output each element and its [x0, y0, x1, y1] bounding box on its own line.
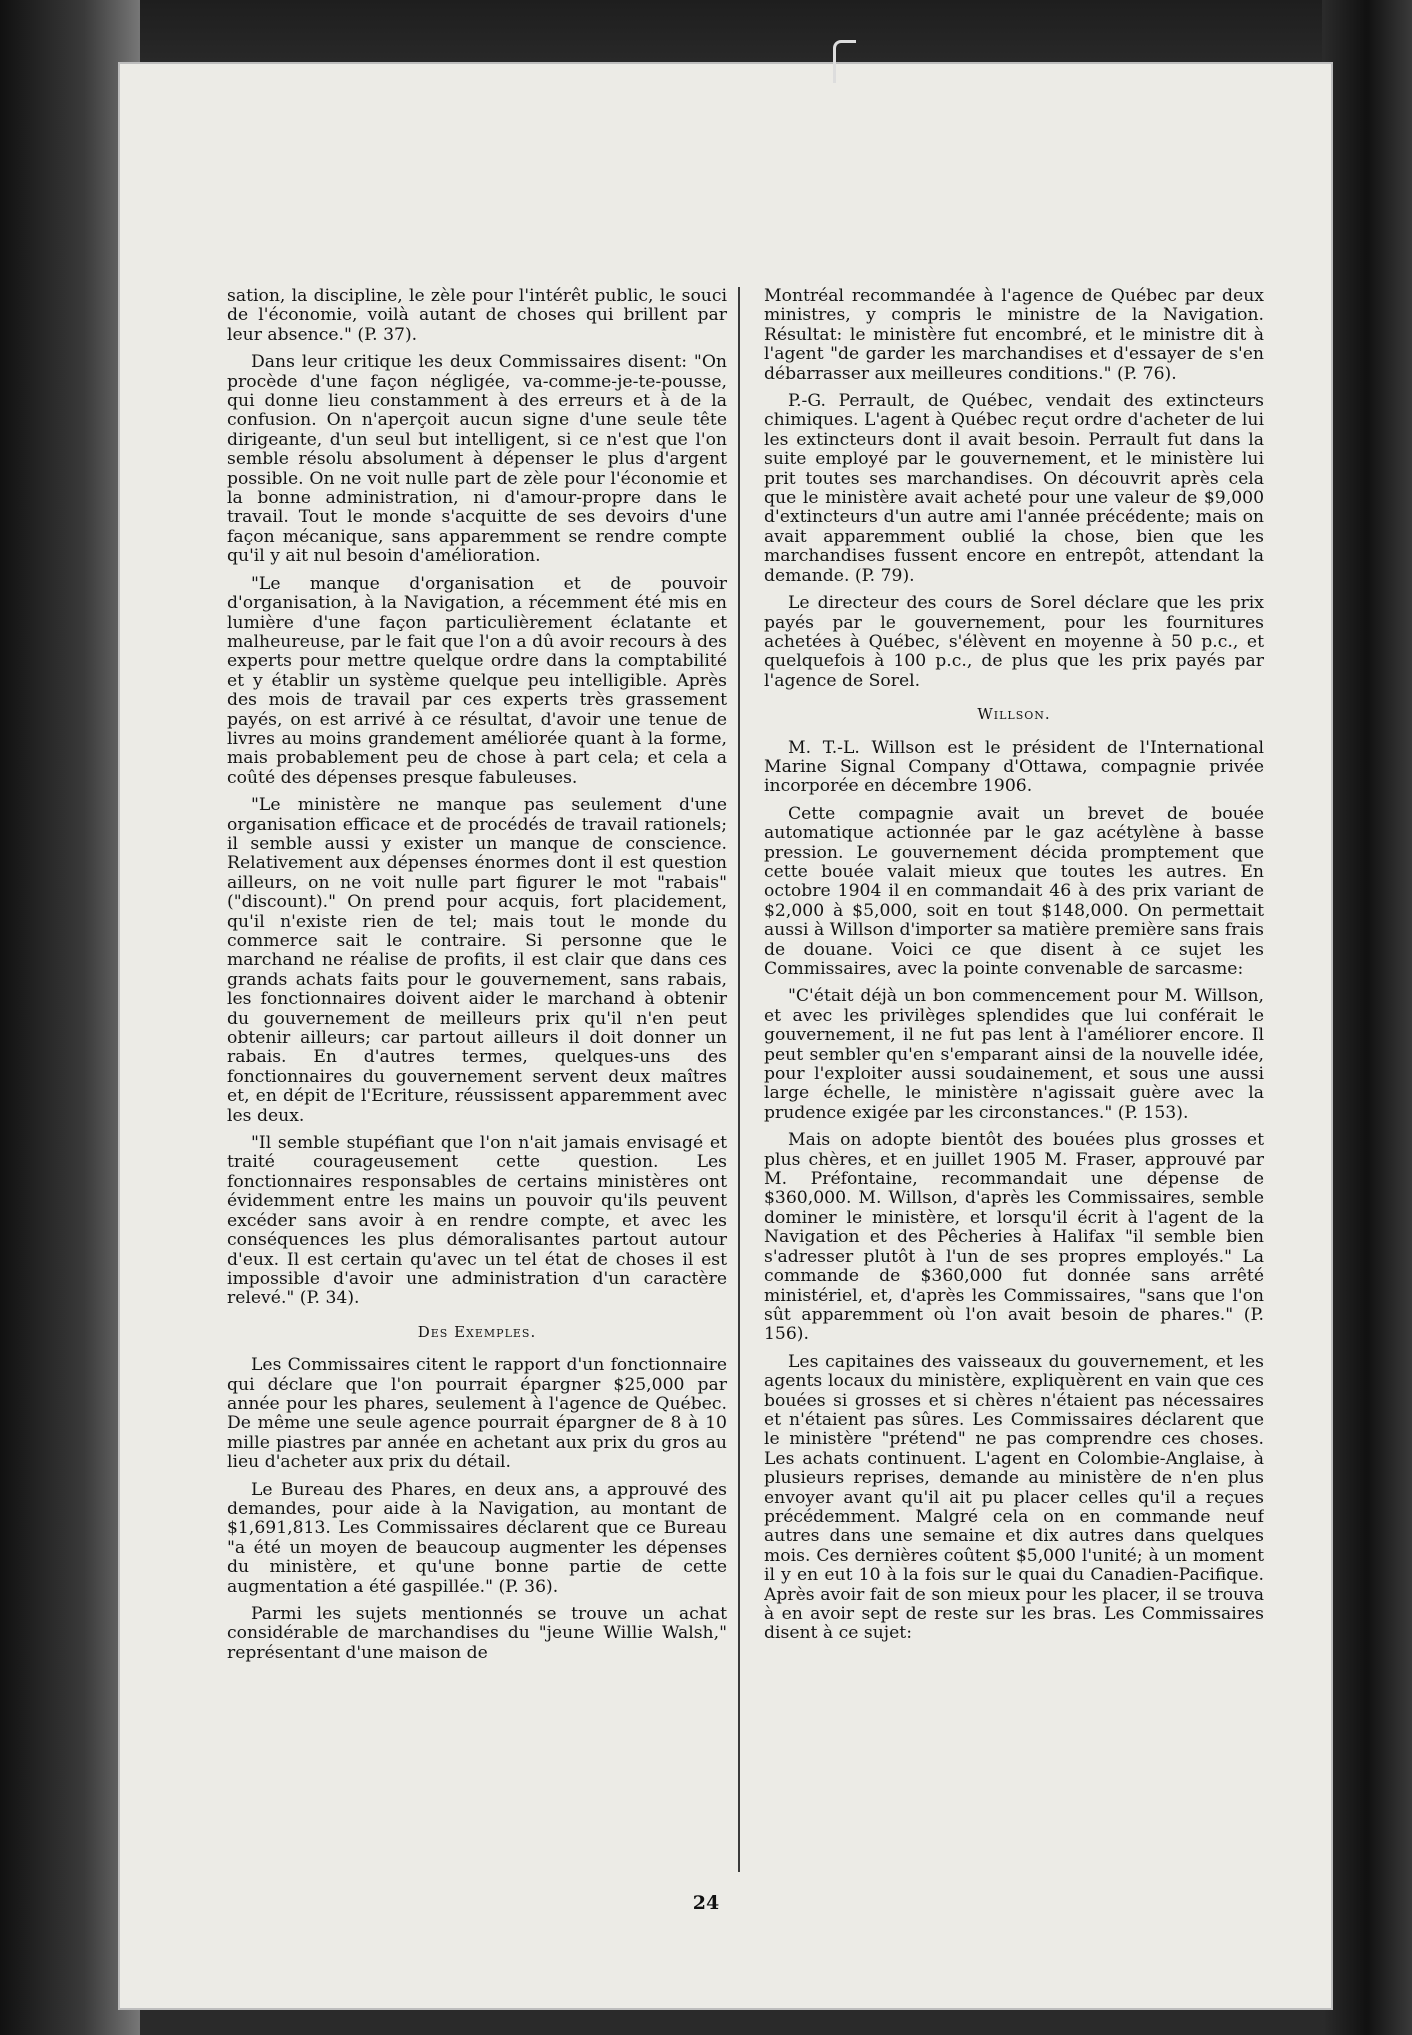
paragraph: Parmi les sujets mentionnés se trouve un achat considérable de marchandises du "jeune Willie Walsh," représentant d'une maison de — [227, 1604, 727, 1663]
paragraph: Le Bureau des Phares, en deux ans, a approuvé des demandes, pour aide à la Navigation, au montant de $1,691,813. Les Commissaires déclarent que ce Bureau "a été un moyen de beaucoup augmenter les dépenses du ministère, et qu'une bonne partie de cette augmentation a été gaspillée." (P. 36). — [227, 1479, 727, 1597]
paragraph: Les Commissaires citent le rapport d'un fonctionnaire qui déclare que l'on pourrait épargner $25,000 par année pour les phares, seulement à l'agence de Québec. De même une seule agence pourrait épargner de 8 à 10 mille piastres par année en achetant aux prix du gros au lieu d'acheter aux prix du détail. — [227, 1355, 727, 1473]
paragraph: "Le ministère ne manque pas seulement d'une organisation efficace et de procédés de travail rationels; il semble aussi y exister un manque de conscience. Relativement aux dépenses énormes dont il est question ailleurs, on ne voit nulle part figurer le mot "rabais" ("discount)." On prend pour acquis, fort placidement, qu'il n'existe rien de tel; mais tout le monde du commerce sait le contraire. Si personne que le marchand ne réalise de profits, il est clair que dans ces grands achats faits pour le gouvernement, sans rabais, les fonctionnaires doivent aider le marchand à obtenir du gouvernement de meilleurs prix qu'il n'en peut obtenir ailleurs; car partout ailleurs il doit donner un rabais. En d'autres termes, quelques-uns des fonctionnaires du gouvernement servent deux maîtres et, en dépit de l'Ecriture, réussissent apparemment avec les deux. — [227, 795, 727, 1126]
paragraph: "C'était déjà un bon commencement pour M. Willson, et avec les privilèges splendides que lui conférait le gouvernement, il ne fut pas lent à l'améliorer encore. Il peut sembler qu'en s'emparant ainsi de la nouvelle idée, pour l'exploiter aussi soudainement, et sous une aussi large échelle, le ministère n'agissait guère avec la prudence exigée par les circonstances." (P. 153). — [764, 986, 1264, 1123]
paragraph: Cette compagnie avait un brevet de bouée automatique actionnée par le gaz acétylène à basse pression. Le gouvernement décida promptement que cette bouée valait mieux que toutes les autres. En octobre 1904 il en commandait 46 à des prix variant de $2,000 à $5,000, soit en tout $148,000. On permettait aussi à Willson d'importer sa matière première sans frais de douane. Voici ce que disent à ce sujet les Commissaires, avec la pointe convenable de sarcasme: — [764, 803, 1264, 979]
paragraph: Le directeur des cours de Sorel déclare que les prix payés par le gouvernement, pour les fournitures achetées à Québec, s'élèvent en moyenne à 50 p.c., et quelquefois à 100 p.c., de plus que les prix payés par l'agence de Sorel. — [764, 593, 1264, 691]
paragraph: Les capitaines des vaisseaux du gouvernement, et les agents locaux du ministère, expliquèrent en vain que ces bouées si grosses et si chères n'étaient pas nécessaires et n'étaient pas sûres. Les Commissaires déclarent que le ministère "prétend" ne pas comprendre ces choses. Les achats continuent. L'agent en Colombie-Anglaise, à plusieurs reprises, demande au ministère de n'en plus envoyer avant qu'il ait pu placer celles qu'il a reçues précédemment. Malgré cela on en commande neuf autres dans une semaine et dix autres dans quelques mois. Ces dernières coûtent $5,000 l'unité; à un moment il y en eut 10 à la fois sur le quai du Canadien-Pacifique. Après avoir fait de son mieux pour les placer, il se trouva à en avoir sept de reste sur les bras. Les Commissaires disent à ce sujet: — [764, 1351, 1264, 1644]
paragraph: "Il semble stupéfiant que l'on n'ait jamais envisagé et traité courageusement cette question. Les fonctionnaires responsables de certains ministères ont évidemment entre les mains un pouvoir qu'ils peuvent excéder sans avoir à en rendre compte, et avec les conséquences les plus démoralisantes partout autour d'eux. Il est certain qu'avec un tel état de choses il est impossible d'avoir une administration d'un caractère relevé." (P. 34). — [227, 1133, 727, 1309]
paragraph: P.-G. Perrault, de Québec, vendait des extincteurs chimiques. L'agent à Québec reçut ordre d'acheter de lui les extincteurs dont il avait besoin. Perrault fut dans la suite employé par le gouvernement, et le ministère lui prit toutes ses marchandises. On découvrit après cela que le ministère avait acheté pour une valeur de $9,000 d'extincteurs d'un autre ami l'année précédente; mais on avait apparemment oublié la chose, bien que les marchandises fussent encore en entrepôt, attendant la demande. (P. 79). — [764, 391, 1264, 586]
page-number: 24 — [692, 1892, 720, 1914]
scan-background-right — [1322, 0, 1412, 2035]
paragraph: "Le manque d'organisation et de pouvoir d'organisation, à la Navigation, a récemment été mis en lumière d'une façon particulièrement éclatante et malheureuse, par le fait que l'on a dû avoir recours à des experts pour mettre quelque ordre dans la comptabilité et y établir un système quelque peu intelligible. Après des mois de travail par ces experts très grassement payés, on est arrivé à ce résultat, d'avoir une tenue de livres au moins grandement améliorée quant à la forme, mais probablement peu de chose à part cela; et cela a coûté des dépenses presque fabuleuses. — [227, 573, 727, 788]
section-heading: Willson. — [977, 705, 1051, 724]
paragraph: M. T.-L. Willson est le président de l'International Marine Signal Company d'Ottawa, compagnie privée incorporée en décembre 1906. — [764, 737, 1264, 797]
paragraph: Montréal recommandée à l'agence de Québec par deux ministres, y compris le ministre de la Navigation. Résultat: le ministère fut encombré, et le ministre dit à l'agent "de garder les marchandises et d'essayer de s'en débarrasser aux meilleures conditions." (P. 76). — [764, 287, 1264, 384]
paragraph: sation, la discipline, le zèle pour l'intérêt public, le souci de l'économie, voilà autant de choses qui brillent par leur absence." (P. 37). — [227, 287, 727, 345]
section-heading: Des Exemples. — [417, 1322, 537, 1341]
left-column — [227, 287, 727, 1882]
column-divider — [738, 287, 740, 1872]
paragraph: Mais on adopte bientôt des bouées plus grosses et plus chères, et en juillet 1905 M. Fraser, approuvé par M. Préfontaine, recommandait une dépense de $360,000. M. Willson, d'après les Commissaires, semble dominer le ministère, et lorsqu'il écrit à l'agent de la Navigation et des Pêcheries à Halifax "il semble bien s'adresser plutôt à l'un de ses propres employés." La commande de $360,000 fut donnée sans arrêté ministériel, et, d'après les Commissaires, "sans que l'on sût apparemment où l'on avait besoin de phares." (P. 156). — [764, 1130, 1264, 1345]
scan-mark — [833, 40, 856, 83]
paragraph: Dans leur critique les deux Commissaires disent: "On procède d'une façon négligée, va-comme-je-te-pousse, qui donne lieu constamment à des erreurs et à de la confusion. On n'aperçoit aucun signe d'une seule tête dirigeante, d'un seul but intelligent, si ce n'est que l'on semble résolu absolument à dépenser le plus d'argent possible. On ne voit nulle part de zèle pour l'économie et la bonne administration, ni d'amour-propre dans le travail. Tout le monde s'acquitte de ses devoirs d'une façon mécanique, sans apparemment se rendre compte qu'il y ait nul besoin d'amélioration. — [227, 352, 727, 567]
right-column — [764, 287, 1264, 1882]
